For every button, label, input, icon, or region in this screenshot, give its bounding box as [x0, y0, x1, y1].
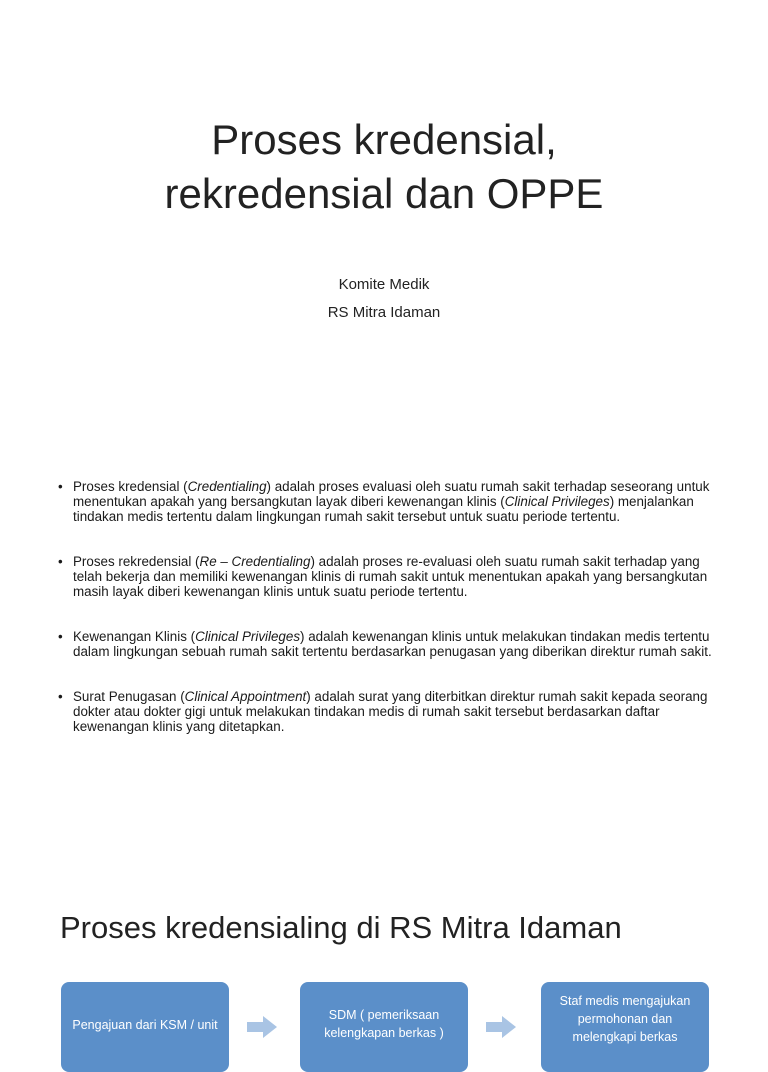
definition-term: Clinical Privileges: [504, 494, 610, 509]
definition-clinical-privileges: [56, 629, 716, 659]
definition-text: Kewenangan Klinis (: [73, 629, 196, 644]
definition-text: ) adalah surat yang diterbitkan direktur rumah sakit kepada seorang dokter atau dokter gigi untuk melakukan tindakan medis di rumah sakit tersebut berdasarkan daftar kewenangan klinis yang ditetapkan.: [73, 689, 708, 734]
definition-text: ) menjalankan tindakan medis tertentu dalam lingkungan rumah sakit tersebut untuk suatu periode tertentu.: [73, 494, 694, 524]
definition-text: Proses kredensial (: [73, 479, 188, 494]
subtitle-hospital: RS Mitra Idaman: [327, 304, 441, 321]
main-title-line-2: rekredensial dan OPPE: [164, 170, 604, 217]
definition-term: Re – Credentialing: [199, 554, 311, 569]
flow-step-label: Staf medis mengajukan permohonan dan melengkapi berkas: [559, 994, 691, 1044]
flow-step-hr-check: [300, 982, 468, 1072]
definition-term: Credentialing: [187, 479, 267, 494]
definition-term: Clinical Appointment: [184, 689, 307, 704]
main-title: [0, 113, 768, 221]
flow-step-label: SDM ( pemeriksaan kelengkapan berkas ): [324, 1008, 444, 1040]
bullet-icon: •: [58, 689, 63, 704]
definition-text: ) adalah proses evaluasi oleh suatu rumah sakit terhadap seseorang untuk menentukan apakah yang bersangkutan layak diberi kewenangan klinis (: [73, 479, 710, 509]
right-arrow-icon: [247, 1016, 277, 1038]
flow-step-staff-application: [541, 982, 709, 1072]
definition-recredentialing: [56, 554, 716, 599]
flow-step-label: Pengajuan dari KSM / unit: [72, 1018, 218, 1032]
definitions-slide: [0, 432, 768, 864]
definition-clinical-appointment: [56, 689, 716, 734]
definition-text: Proses rekredensial (: [73, 554, 200, 569]
definitions-list: [56, 479, 716, 764]
bullet-icon: •: [58, 554, 63, 569]
subtitle: [0, 271, 768, 327]
title-slide: [0, 0, 768, 432]
flow-title: Proses kredensialing di RS Mitra Idaman: [60, 910, 622, 945]
main-title-line-1: Proses kredensial,: [211, 116, 557, 163]
subtitle-committee: Komite Medik: [338, 276, 430, 293]
definition-term: Clinical Privileges: [195, 629, 301, 644]
bullet-icon: •: [58, 479, 63, 494]
definition-text: ) adalah proses re-evaluasi oleh suatu rumah sakit terhadap yang telah bekerja dan memiliki kewenangan klinis di rumah sakit untuk menentukan apakah yang bersangkutan masih layak diberi kewenangan klinis untuk suatu periode tertentu.: [73, 554, 708, 599]
definition-text: Surat Penugasan (: [73, 689, 185, 704]
flow-step-submission: [61, 982, 229, 1072]
flow-slide: [0, 864, 768, 1044]
definition-text: ) adalah kewenangan klinis untuk melakukan tindakan medis tertentu dalam lingkungan sebuah rumah sakit tertentu berdasarkan penugasan yang diberikan direktur rumah sakit.: [73, 629, 712, 659]
right-arrow-icon: [486, 1016, 516, 1038]
bullet-icon: •: [58, 629, 63, 644]
definition-credentialing: [56, 479, 716, 524]
